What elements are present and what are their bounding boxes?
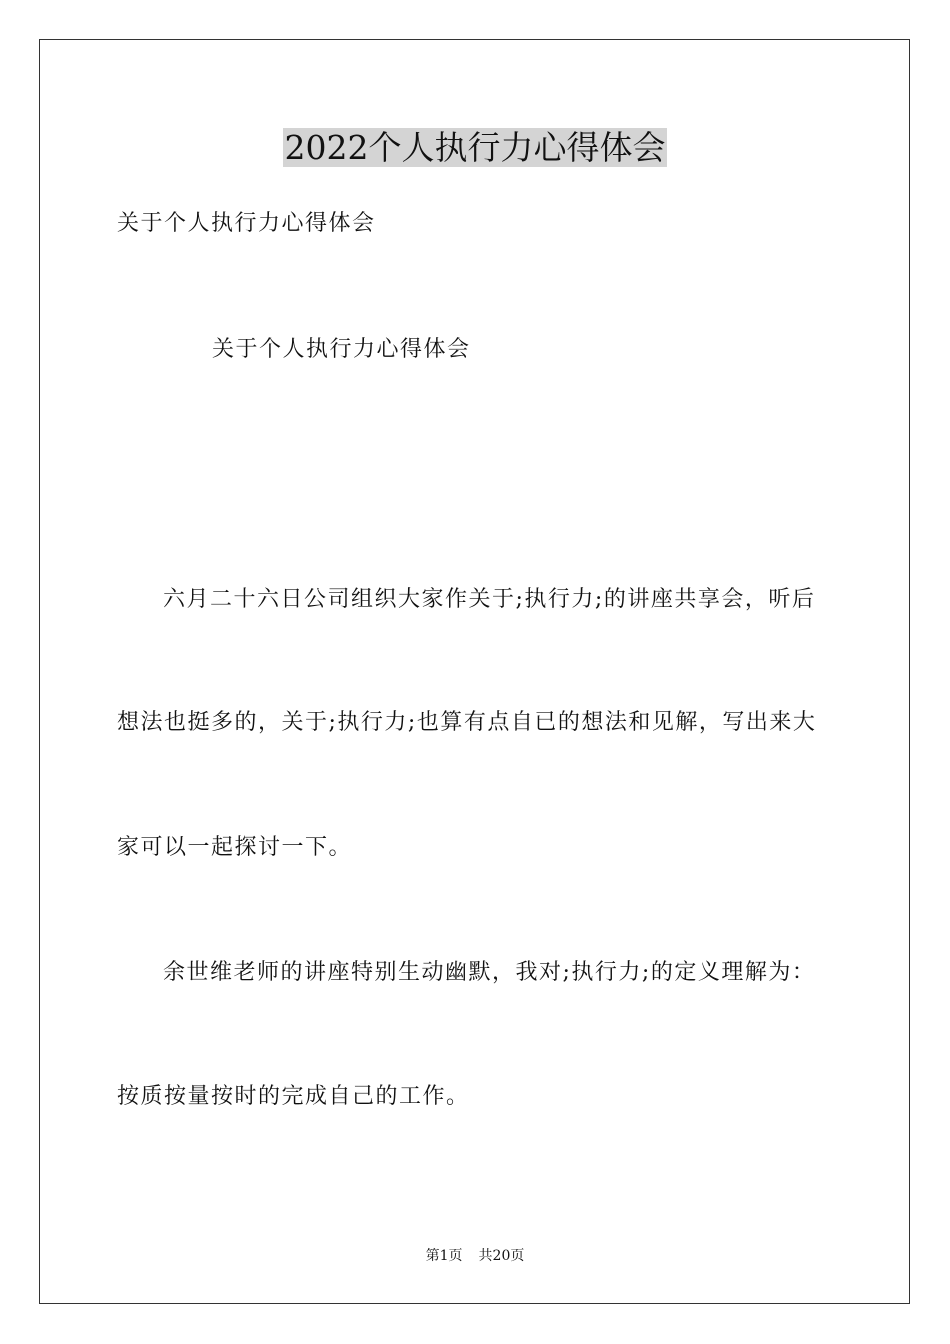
page-footer — [0, 1246, 950, 1266]
paragraph-line: 家可以一起探讨一下。 — [117, 835, 353, 860]
section-heading: 关于个人执行力心得体会 — [212, 337, 471, 362]
paragraph-line: 按质按量按时的完成自己的工作。 — [117, 1084, 470, 1109]
document-title-text: 2022个人执行力心得体会 — [284, 128, 666, 167]
paragraph-line: 六月二十六日公司组织大家作关于;执行力;的讲座共享会，听后 — [163, 587, 816, 612]
paragraph-line: 余世维老师的讲座特别生动幽默，我对;执行力;的定义理解为： — [163, 960, 816, 985]
page-total: 共20页 — [478, 1248, 525, 1264]
document-title — [0, 124, 950, 172]
page-number: 第1页 — [425, 1248, 463, 1264]
paragraph-line: 想法也挺多的，关于;执行力;也算有点自已的想法和见解，写出来大 — [117, 710, 817, 735]
document-subtitle: 关于个人执行力心得体会 — [117, 211, 376, 236]
